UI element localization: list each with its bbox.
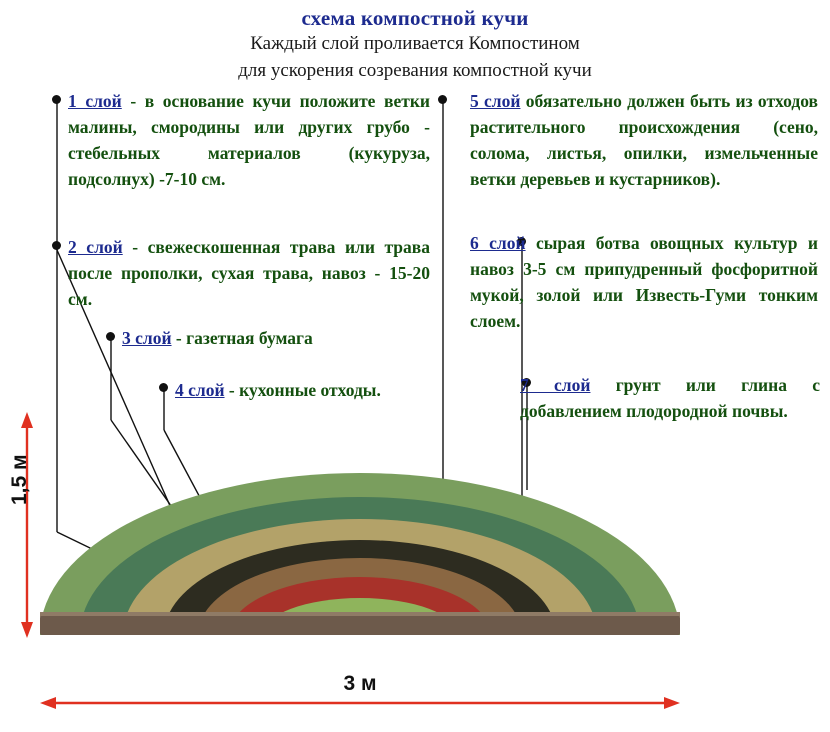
layer-7-label: 7 слой <box>520 375 591 395</box>
layer-5-note <box>470 88 818 192</box>
subtitle-line-1: Каждый слой проливается Компостином <box>250 33 580 54</box>
layer-3-note <box>122 325 432 351</box>
layer-1-text: - в основание кучи положите ветки малины, смородины или других грубо - стебельных материалов (кукуруза, подсолнух) -7-10 см. <box>68 91 431 189</box>
layer-3-label: 3 слой <box>122 328 172 348</box>
layer-3-text: - газетная бумага <box>171 328 313 348</box>
height-dimension-label: 1,5 м <box>8 454 31 505</box>
pile-cross-section <box>40 455 680 635</box>
layer-6-text: сырая ботва овощных культур и навоз 3-5 см припудренный фосфоритной мукой, золой или Известь-Гуми тонким слоем. <box>470 233 818 331</box>
layer-4-label: 4 слой <box>175 380 225 400</box>
layer-1-label: 1 слой <box>68 91 122 111</box>
layer-4-text: - кухонные отходы. <box>224 380 381 400</box>
layer-1-note <box>68 88 430 192</box>
subtitle-line-2: для ускорения созревания компостной кучи <box>238 60 592 81</box>
bullet-layer-2 <box>52 241 61 250</box>
bullet-layer-1 <box>52 95 61 104</box>
bullet-layer-3 <box>106 332 115 341</box>
layer-2-note <box>68 234 430 312</box>
bullet-layer-5 <box>438 95 447 104</box>
ground-base <box>40 616 680 635</box>
layer-6-label: 6 слой <box>470 233 526 253</box>
layer-7-note <box>520 372 820 424</box>
layer-4-note <box>175 377 430 403</box>
bullet-layer-4 <box>159 383 168 392</box>
layer-5-label: 5 слой <box>470 91 521 111</box>
page-title: схема компостной кучи <box>301 6 529 30</box>
layer-2-text: - свежескошенная трава или трава после прополки, сухая трава, навоз - 15-20 см. <box>68 237 430 309</box>
layer-2-label: 2 слой <box>68 237 123 257</box>
layer-5-text: обязательно должен быть из отходов растительного происхождения (сено, солома, листья, опилки, измельченные ветки деревьев и кустарников). <box>470 91 818 189</box>
layer-6-note <box>470 230 818 334</box>
width-dimension-label: 3 м <box>343 672 377 695</box>
layer-7-text: грунт или глина с добавлением плодородной почвы. <box>520 375 820 421</box>
